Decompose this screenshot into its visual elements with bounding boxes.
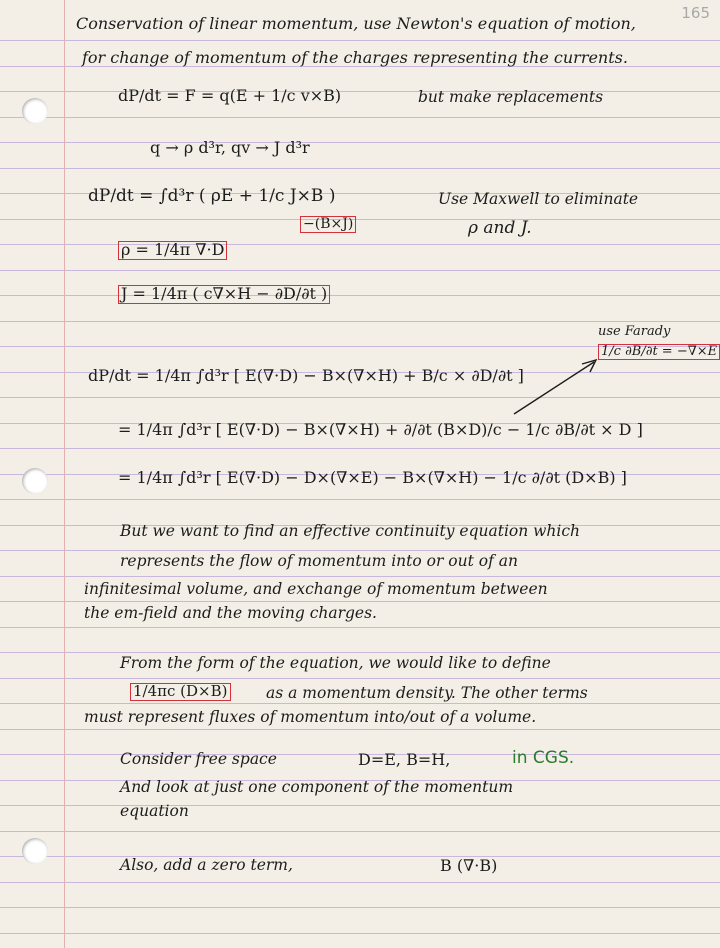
ruled-line bbox=[0, 321, 720, 322]
ruled-line bbox=[0, 831, 720, 832]
maxwell-note-1: Use Maxwell to eliminate bbox=[438, 190, 639, 208]
cross-product-box: −(B×J) bbox=[300, 216, 356, 233]
newton-equation: dP/dt = F = q(E + 1/c v×B) bbox=[118, 86, 342, 105]
current-equation bbox=[118, 284, 330, 304]
ruled-line bbox=[0, 397, 720, 398]
momentum-equation-step-1: dP/dt = 1/4π ∫d³r [ E(∇·D) − B×(∇×H) + B/c × ∂D/∂t ] bbox=[88, 366, 524, 385]
paragraph-line-6: as a momentum density. The other terms bbox=[266, 684, 588, 702]
rho-box: ρ = 1/4π ∇·D bbox=[118, 241, 227, 260]
free-space-equalities: D=E, B=H, bbox=[358, 750, 451, 769]
faraday-box: 1/c ∂B/∂t = −∇×E bbox=[598, 344, 720, 360]
ruled-line bbox=[0, 627, 720, 628]
zero-term-expression: B (∇·B) bbox=[440, 856, 498, 875]
ruled-line bbox=[0, 91, 720, 92]
ruled-line bbox=[0, 295, 720, 296]
ruled-line bbox=[0, 882, 720, 883]
paragraph-line-9: And look at just one component of the momentum bbox=[120, 778, 514, 796]
margin-line bbox=[64, 0, 65, 948]
paragraph-line-4: the em-field and the moving charges. bbox=[84, 604, 377, 622]
paragraph-line-5: From the form of the equation, we would like to define bbox=[120, 654, 551, 672]
faraday-label: use Farady bbox=[598, 324, 671, 339]
momentum-integral-equation: dP/dt = ∫d³r ( ρE + 1/c J×B ) bbox=[88, 186, 336, 206]
replacement-note: but make replacements bbox=[418, 88, 604, 106]
rho-equation bbox=[118, 240, 227, 260]
ruled-line bbox=[0, 933, 720, 934]
ruled-line bbox=[0, 678, 720, 679]
ruled-line bbox=[0, 168, 720, 169]
ruled-line bbox=[0, 448, 720, 449]
current-box: J = 1/4π ( c∇×H − ∂D/∂t ) bbox=[118, 285, 330, 304]
binder-hole-bottom bbox=[22, 838, 48, 864]
text-line-1: Conservation of linear momentum, use Newton's equation of motion, bbox=[76, 14, 636, 33]
paragraph-line-10: equation bbox=[120, 802, 189, 820]
zero-term-label: Also, add a zero term, bbox=[120, 856, 293, 874]
ruled-line bbox=[0, 907, 720, 908]
momentum-density-expression bbox=[130, 682, 231, 701]
ruled-line bbox=[0, 117, 720, 118]
binder-hole-middle bbox=[22, 468, 48, 494]
paragraph-line-7: must represent fluxes of momentum into/out of a volume. bbox=[84, 708, 537, 726]
ruled-line bbox=[0, 142, 720, 143]
momentum-equation-step-2: = 1/4π ∫d³r [ E(∇·D) − B×(∇×H) + ∂/∂t (B×D)/c − 1/c ∂B/∂t × D ] bbox=[118, 420, 643, 439]
cgs-note: in CGS. bbox=[512, 748, 575, 768]
momentum-density-box: 1/4πc (D×B) bbox=[130, 683, 231, 701]
cross-product-note bbox=[300, 216, 356, 233]
text-line-2: for change of momentum of the charges representing the currents. bbox=[82, 48, 628, 67]
ruled-line bbox=[0, 499, 720, 500]
ruled-line bbox=[0, 601, 720, 602]
paragraph-line-1: But we want to find an effective continuity equation which bbox=[120, 522, 581, 540]
ruled-line bbox=[0, 652, 720, 653]
paragraph-line-2: represents the flow of momentum into or out of an bbox=[120, 552, 518, 570]
page-number: 165 bbox=[681, 4, 710, 22]
ruled-line bbox=[0, 219, 720, 220]
paragraph-line-3: infinitesimal volume, and exchange of momentum between bbox=[84, 580, 548, 598]
momentum-equation-step-3: = 1/4π ∫d³r [ E(∇·D) − D×(∇×E) − B×(∇×H) − 1/c ∂/∂t (D×B) ] bbox=[118, 468, 627, 487]
ruled-line bbox=[0, 270, 720, 271]
ruled-line bbox=[0, 550, 720, 551]
replacement-rules: q → ρ d³r, qv → J d³r bbox=[150, 138, 310, 157]
ruled-line bbox=[0, 40, 720, 41]
faraday-equation bbox=[598, 344, 720, 360]
ruled-line bbox=[0, 703, 720, 704]
ruled-line bbox=[0, 576, 720, 577]
ruled-line bbox=[0, 856, 720, 857]
ruled-line bbox=[0, 244, 720, 245]
ruled-line bbox=[0, 805, 720, 806]
free-space-label: Consider free space bbox=[120, 750, 277, 768]
ruled-line bbox=[0, 729, 720, 730]
maxwell-note-2: ρ and J. bbox=[468, 218, 532, 238]
binder-hole-top bbox=[22, 98, 48, 124]
